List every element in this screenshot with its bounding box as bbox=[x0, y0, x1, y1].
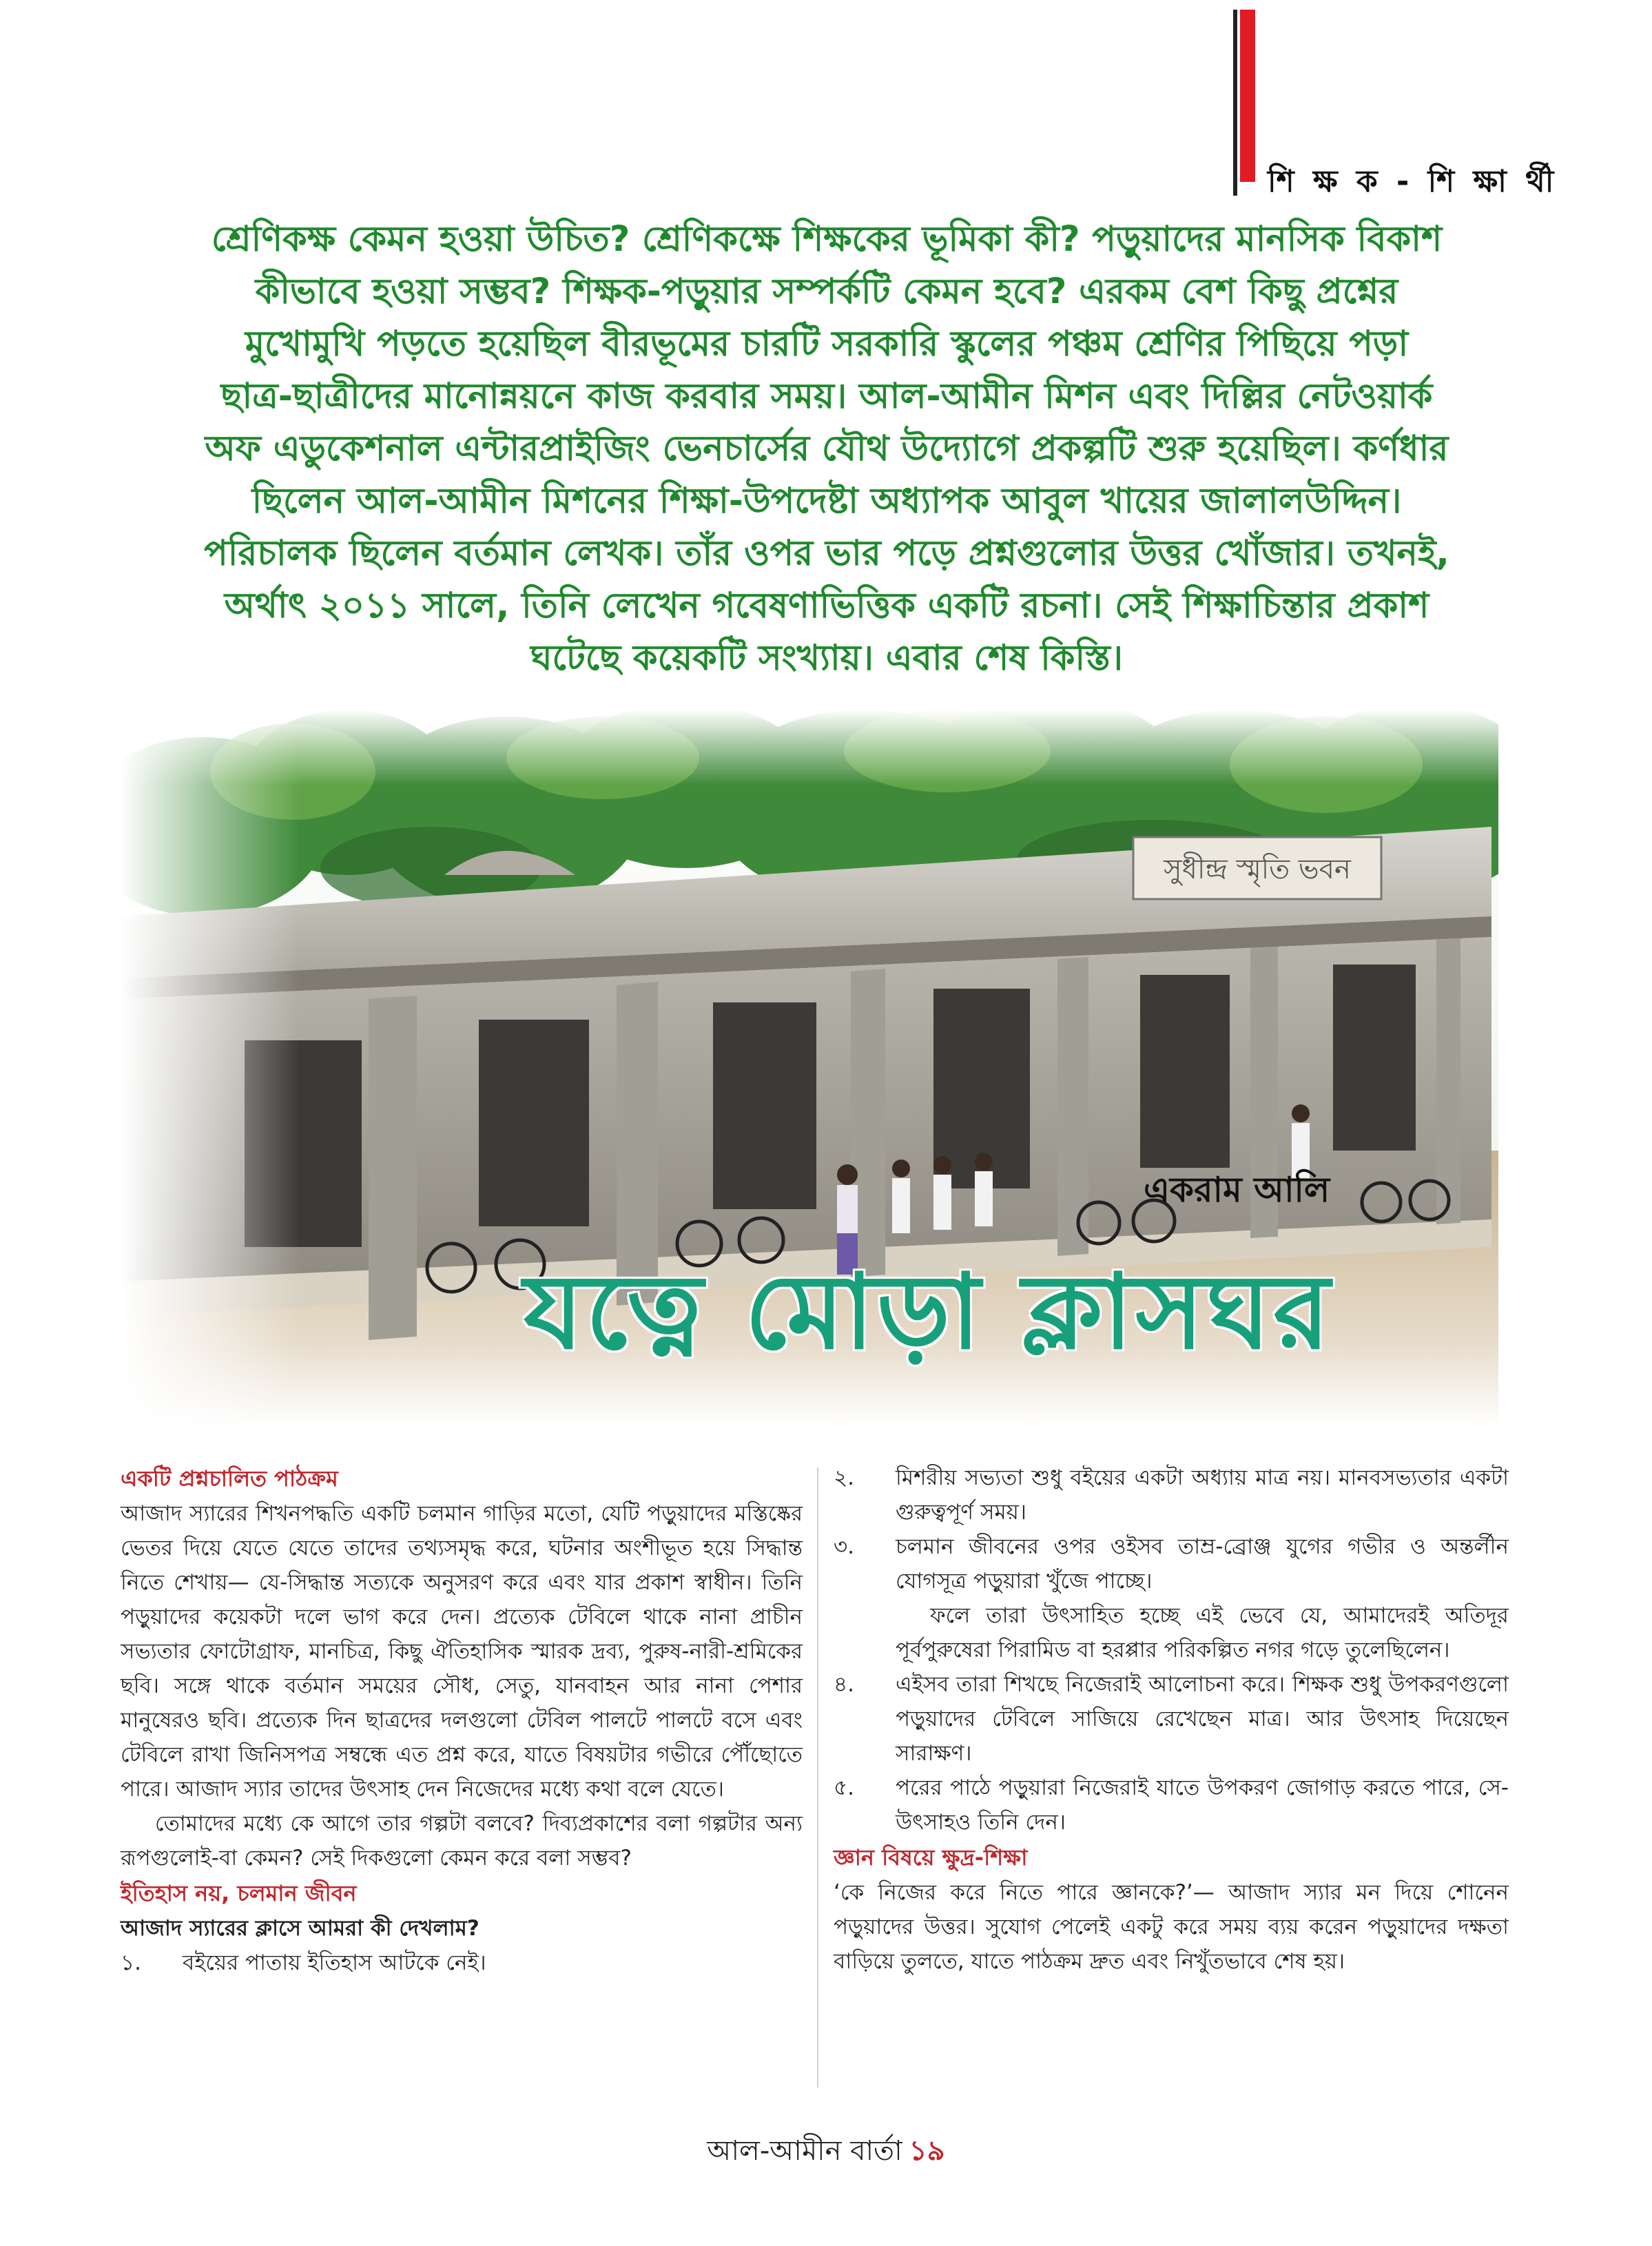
list-number: ৩. bbox=[834, 1534, 855, 1559]
body-paragraph: ফলে তারা উৎসাহিত হচ্ছে এই ভেবে যে, আমাদেরই অতিদূর পূর্বপুরুষেরা পিরামিড বা হরপ্পার পরিকল্পিত নগর গড়ে তুলেছিলেন। bbox=[896, 1603, 1509, 1662]
list-item bbox=[834, 1529, 1509, 1598]
intro-paragraph bbox=[90, 214, 1564, 685]
intro-line: ঘটেছে কয়েকটি সংখ্যায়। এবার শেষ কিস্তি। bbox=[530, 638, 1123, 679]
intro-line: ছিলেন আল-আমীন মিশনের শিক্ষা-উপদেষ্টা অধ্যাপক আবুল খায়ের জালালউদ্দিন। bbox=[251, 481, 1402, 522]
list-item bbox=[121, 1946, 803, 1980]
intro-line: শ্রেণিকক্ষ কেমন হওয়া উচিত? শ্রেণিকক্ষে শিক্ষকের ভূমিকা কী? পড়ুয়াদের মানসিক বিকাশ bbox=[211, 219, 1443, 260]
intro-line: অর্থাৎ ২০১১ সালে, তিনি লেখেন গবেষণাভিত্তিক একটি রচনা। সেই শিক্ষাচিন্তার প্রকাশ bbox=[224, 586, 1429, 626]
subheading-not-history-living-life: ইতিহাস নয়, চলমান জীবন bbox=[121, 1880, 357, 1906]
right-column bbox=[834, 1461, 1509, 1979]
body-paragraph: আজাদ স্যারের শিখনপদ্ধতি একটি চলমান গাড়ির মতো, যেটি পড়ুয়াদের মস্তিষ্কের ভেতর দিয়ে যেতে যেতে তাদের তথ্যসমৃদ্ধ করে, ঘটনার অংশীভূত হয়ে সিদ্ধান্ত নিতে শেখায়— যে-সিদ্ধান্ত সত্যকে অনুসরণ করে এবং যার প্রকাশ স্বাধীন। তিনি পড়ুয়াদের কয়েকটা দলে ভাগ করে দেন। প্রত্যেক টেবিলে থাকে নানা প্রাচীন সভ্যতার ফোটোগ্রাফ, মানচিত্র, কিছু ঐতিহাসিক স্মারক দ্রব্য, পুরুষ-নারী-শ্রমিকের ছবি। সঙ্গে থাকে বর্তমান সময়ের সৌধ, সেতু, যানবাহন আর নানা পেশার মানুষেরও ছবি। প্রত্যেক দিন ছাত্রদের দলগুলো টেবিল পালটে পালটে বসে এবং টেবিলে রাখা জিনিসপত্র সম্বন্ধে এত প্রশ্ন করে, যাতে বিষয়টার গভীরে পৌঁছোতে পারে। আজাদ স্যার তাদের উৎসাহ দেন নিজেদের মধ্যে কথা বলে যেতে। bbox=[121, 1501, 803, 1802]
list-text: মিশরীয় সভ্যতা শুধু বইয়ের একটা অধ্যায় মাত্র নয়। মানবসভ্যতার একটা গুরুত্বপূর্ণ সময়। bbox=[896, 1465, 1509, 1525]
list-item bbox=[834, 1667, 1509, 1771]
list-number: ৪. bbox=[834, 1672, 854, 1697]
list-number: ২. bbox=[834, 1465, 855, 1490]
body-paragraph: তোমাদের মধ্যে কে আগে তার গল্পটা বলবে? দিব্যপ্রকাশের বলা গল্পটার অন্য রূপগুলোই-বা কেমন? সেই দিকগুলো কেমন করে বলা সম্ভব? bbox=[121, 1811, 803, 1871]
body-paragraph: ‘কে নিজের করে নিতে পারে জ্ঞানকে?’— আজাদ স্যার মন দিয়ে শোনেন পড়ুয়াদের উত্তর। সুযোগ পেলেই একটু করে সময় ব্যয় করেন পড়ুয়াদের দক্ষতা বাড়িয়ে তুলতে, যাতে পাঠক্রম দ্রুত এবং নিখুঁতভাবে শেষ হয়। bbox=[834, 1880, 1509, 1974]
section-rule-dark bbox=[1233, 10, 1237, 196]
column-divider bbox=[817, 1467, 818, 2088]
intro-line: ছাত্র-ছাত্রীদের মানোন্নয়নে কাজ করবার সময়। আল-আমীন মিশন এবং দিল্লির নেটওয়ার্ক bbox=[220, 376, 1433, 417]
question-line: আজাদ স্যারের ক্লাসে আমরা কী দেখলাম? bbox=[121, 1916, 479, 1941]
list-number: ৫. bbox=[834, 1775, 854, 1800]
left-column bbox=[121, 1461, 803, 1980]
intro-line: কীভাবে হওয়া সম্ভব? শিক্ষক-পড়ুয়ার সম্পর্কটি কেমন হবে? এরকম বেশ কিছু প্রশ্নের bbox=[255, 271, 1398, 312]
list-text: এইসব তারা শিখছে নিজেরাই আলোচনা করে। শিক্ষক শুধু উপকরণগুলো পড়ুয়াদের টেবিলে সাজিয়ে রেখেছেন মাত্র। আর উৎসাহ দিয়েছেন সারাক্ষণ। bbox=[896, 1672, 1509, 1766]
page-footer bbox=[0, 2129, 1652, 2175]
article-title: যত্নে মোড়া ক্লাসঘর bbox=[524, 1253, 1333, 1372]
intro-line: পরিচালক ছিলেন বর্তমান লেখক। তাঁর ওপর ভার পড়ে প্রশ্নগুলোর উত্তর খোঁজার। তখনই, bbox=[204, 533, 1449, 574]
intro-line: অফ এডুকেশনাল এন্টারপ্রাইজিং ভেনচার্সের যৌথ উদ্যোগে প্রকল্পটি শুরু হয়েছিল। কর্ণধার bbox=[205, 429, 1449, 469]
magazine-name: আল-আমীন বার্তা bbox=[707, 2135, 902, 2167]
list-number: ১. bbox=[121, 1950, 141, 1975]
list-text: চলমান জীবনের ওপর ওইসব তাম্র-ব্রোঞ্জ যুগের গভীর ও অন্তর্লীন যোগসূত্র পড়ুয়ারা খুঁজে পাচ্ছে। bbox=[896, 1534, 1509, 1594]
page-number: ১৯ bbox=[909, 2135, 945, 2167]
list-text: বইয়ের পাতায় ইতিহাস আটকে নেই। bbox=[183, 1950, 486, 1975]
intro-line: মুখোমুখি পড়তে হয়েছিল বীরভূমের চারটি সরকারি স্কুলের পঞ্চম শ্রেণির পিছিয়ে পড়া bbox=[245, 324, 1409, 364]
building-sign-text: সুধীন্দ্র স্মৃতি ভবন bbox=[1164, 854, 1351, 885]
article-author: একরাম আলি bbox=[1144, 1170, 1330, 1210]
list-item bbox=[834, 1461, 1509, 1529]
list-item bbox=[834, 1771, 1509, 1840]
section-label: শি ক্ষ ক - শি ক্ষা র্থী bbox=[1268, 164, 1558, 199]
subheading-micro-lesson-on-knowledge: জ্ঞান বিষয়ে ক্ষুদ্র-শিক্ষা bbox=[834, 1844, 1028, 1871]
list-text: পরের পাঠে পড়ুয়ারা নিজেরাই যাতে উপকরণ জোগাড় করতে পারে, সে-উৎসাহও তিনি দেন। bbox=[896, 1775, 1509, 1835]
section-rule-red bbox=[1240, 10, 1255, 182]
subheading-question-driven-curriculum: একটি প্রশ্নচালিত পাঠক্রম bbox=[121, 1465, 338, 1492]
